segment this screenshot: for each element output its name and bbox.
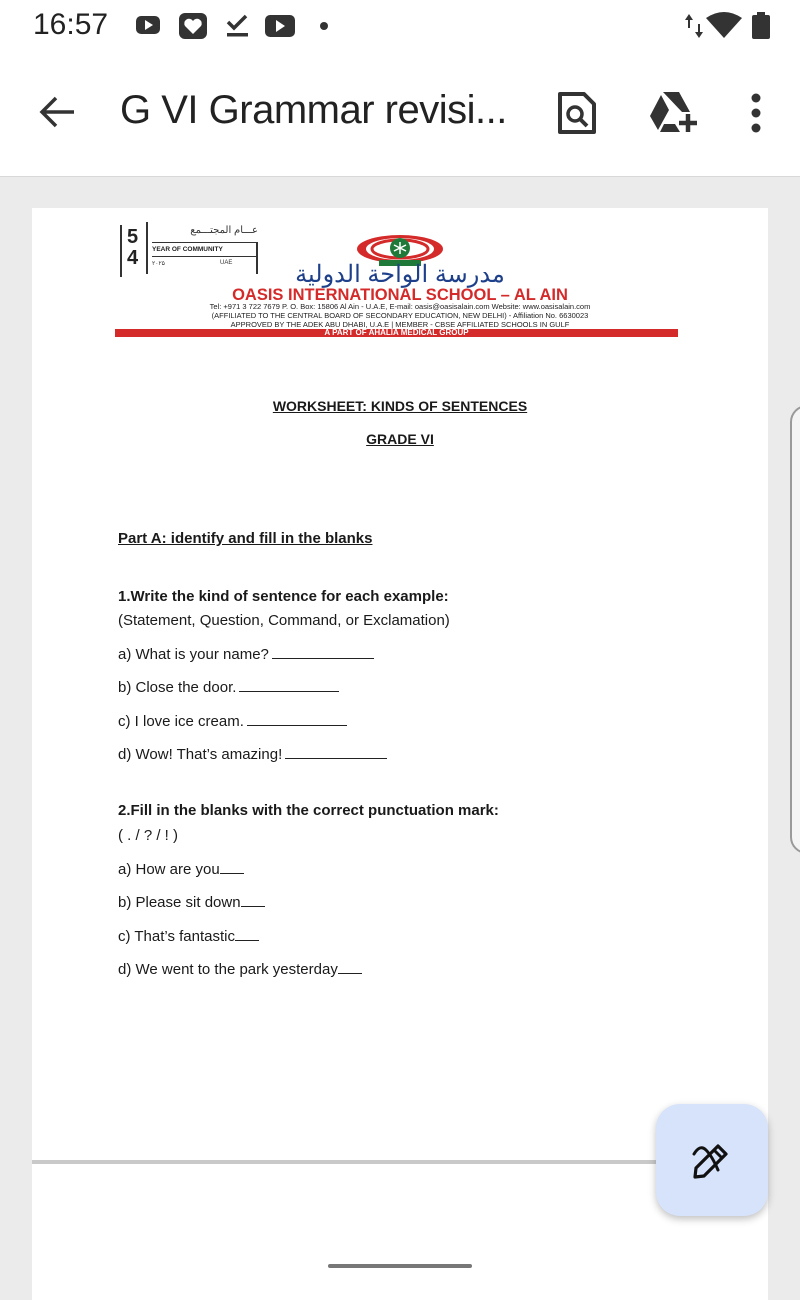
question-2-item-b: [118, 894, 265, 911]
search-in-document-icon[interactable]: [556, 90, 598, 136]
school-name: OASIS INTERNATIONAL SCHOOL – AL AIN: [232, 286, 568, 304]
school-arabic-name: مدرسة الواحة الدولية: [295, 261, 505, 288]
anniversary-country: UAE: [220, 260, 233, 266]
anniversary-number: 54: [127, 226, 139, 269]
back-arrow-icon[interactable]: [38, 94, 78, 130]
answer-blank: [235, 928, 259, 941]
school-affiliation: (AFFILIATED TO THE CENTRAL BOARD OF SECONDARY EDUCATION, NEW DELHI) - Affiliation No. 6630023: [211, 311, 589, 320]
answer-blank: [241, 894, 265, 907]
status-time: 16:57: [33, 8, 109, 41]
group-banner: [115, 329, 678, 337]
app-bar: [0, 50, 800, 177]
youtube-notification-icon-2: [264, 12, 296, 40]
answer-blank: [220, 861, 244, 874]
download-done-icon: [222, 12, 252, 40]
data-transfer-icon: [684, 12, 704, 40]
gesture-nav-bar[interactable]: [328, 1264, 472, 1268]
document-title: G VI Grammar revisi...: [120, 88, 507, 132]
item-text: a) How are you: [118, 861, 220, 878]
annotate-pen-icon: [692, 1140, 732, 1180]
add-to-drive-icon[interactable]: [648, 90, 698, 136]
answer-blank: [338, 961, 362, 974]
group-banner-text: A PART OF AHALIA MEDICAL GROUP: [324, 329, 469, 337]
question-2-marks: ( . / ? / ! ): [118, 827, 179, 844]
question-2-heading: 2.Fill in the blanks with the correct punctuation mark:: [118, 802, 499, 819]
item-text: b) Please sit down: [118, 894, 241, 911]
item-text: a) What is your name?: [118, 646, 269, 663]
anniversary-english: YEAR OF COMMUNITY: [152, 246, 223, 253]
item-text: c) I love ice cream.: [118, 713, 244, 730]
question-1-options: (Statement, Question, Command, or Exclamation): [118, 612, 450, 629]
annotate-fab[interactable]: [656, 1104, 768, 1216]
question-2-item-d: [118, 961, 362, 978]
item-text: b) Close the door.: [118, 679, 237, 696]
answer-blank: [272, 646, 374, 659]
question-1-item-d: [118, 746, 387, 763]
answer-blank: [247, 713, 347, 726]
part-a-heading: Part A: identify and fill in the blanks: [118, 530, 373, 547]
more-notifications-dot-icon: [318, 12, 330, 38]
anniversary-year: ۲۰۲۵: [152, 261, 165, 267]
anniversary-arabic: عـــام المجتـــمع: [190, 225, 258, 236]
item-text: c) That’s fantastic: [118, 928, 235, 945]
heart-notification-icon: [178, 12, 208, 40]
school-contact: Tel: +971 3 722 7679 P. O. Box: 15806 Al Ain - U.A.E, E-mail: oasis@oasisalain.com Website: www.oasisalain.com: [209, 302, 591, 311]
question-1-item-a: [118, 646, 374, 663]
question-1-heading: 1.Write the kind of sentence for each example:: [118, 588, 449, 605]
status-bar: [0, 0, 800, 50]
question-2-item-a: [118, 861, 244, 878]
youtube-notification-icon: [135, 12, 161, 38]
item-text: d) Wow! That’s amazing!: [118, 746, 283, 763]
grade-label: GRADE VI: [366, 431, 434, 447]
question-1-item-b: [118, 679, 339, 696]
scroll-handle[interactable]: [790, 405, 800, 854]
answer-blank: [239, 679, 339, 692]
document-page: [32, 208, 768, 1258]
school-approval: APPROVED BY THE ADEK ABU DHABI, U.A.E | MEMBER - CBSE AFFILIATED SCHOOLS IN GULF: [230, 320, 570, 329]
battery-icon: [751, 12, 771, 40]
question-1-item-c: [118, 713, 347, 730]
more-options-icon[interactable]: [748, 90, 764, 136]
question-2-item-c: [118, 928, 259, 945]
item-text: d) We went to the park yesterday: [118, 961, 338, 978]
wifi-icon: [706, 12, 742, 40]
answer-blank: [285, 746, 387, 759]
worksheet-title: WORKSHEET: KINDS OF SENTENCES: [272, 398, 528, 414]
